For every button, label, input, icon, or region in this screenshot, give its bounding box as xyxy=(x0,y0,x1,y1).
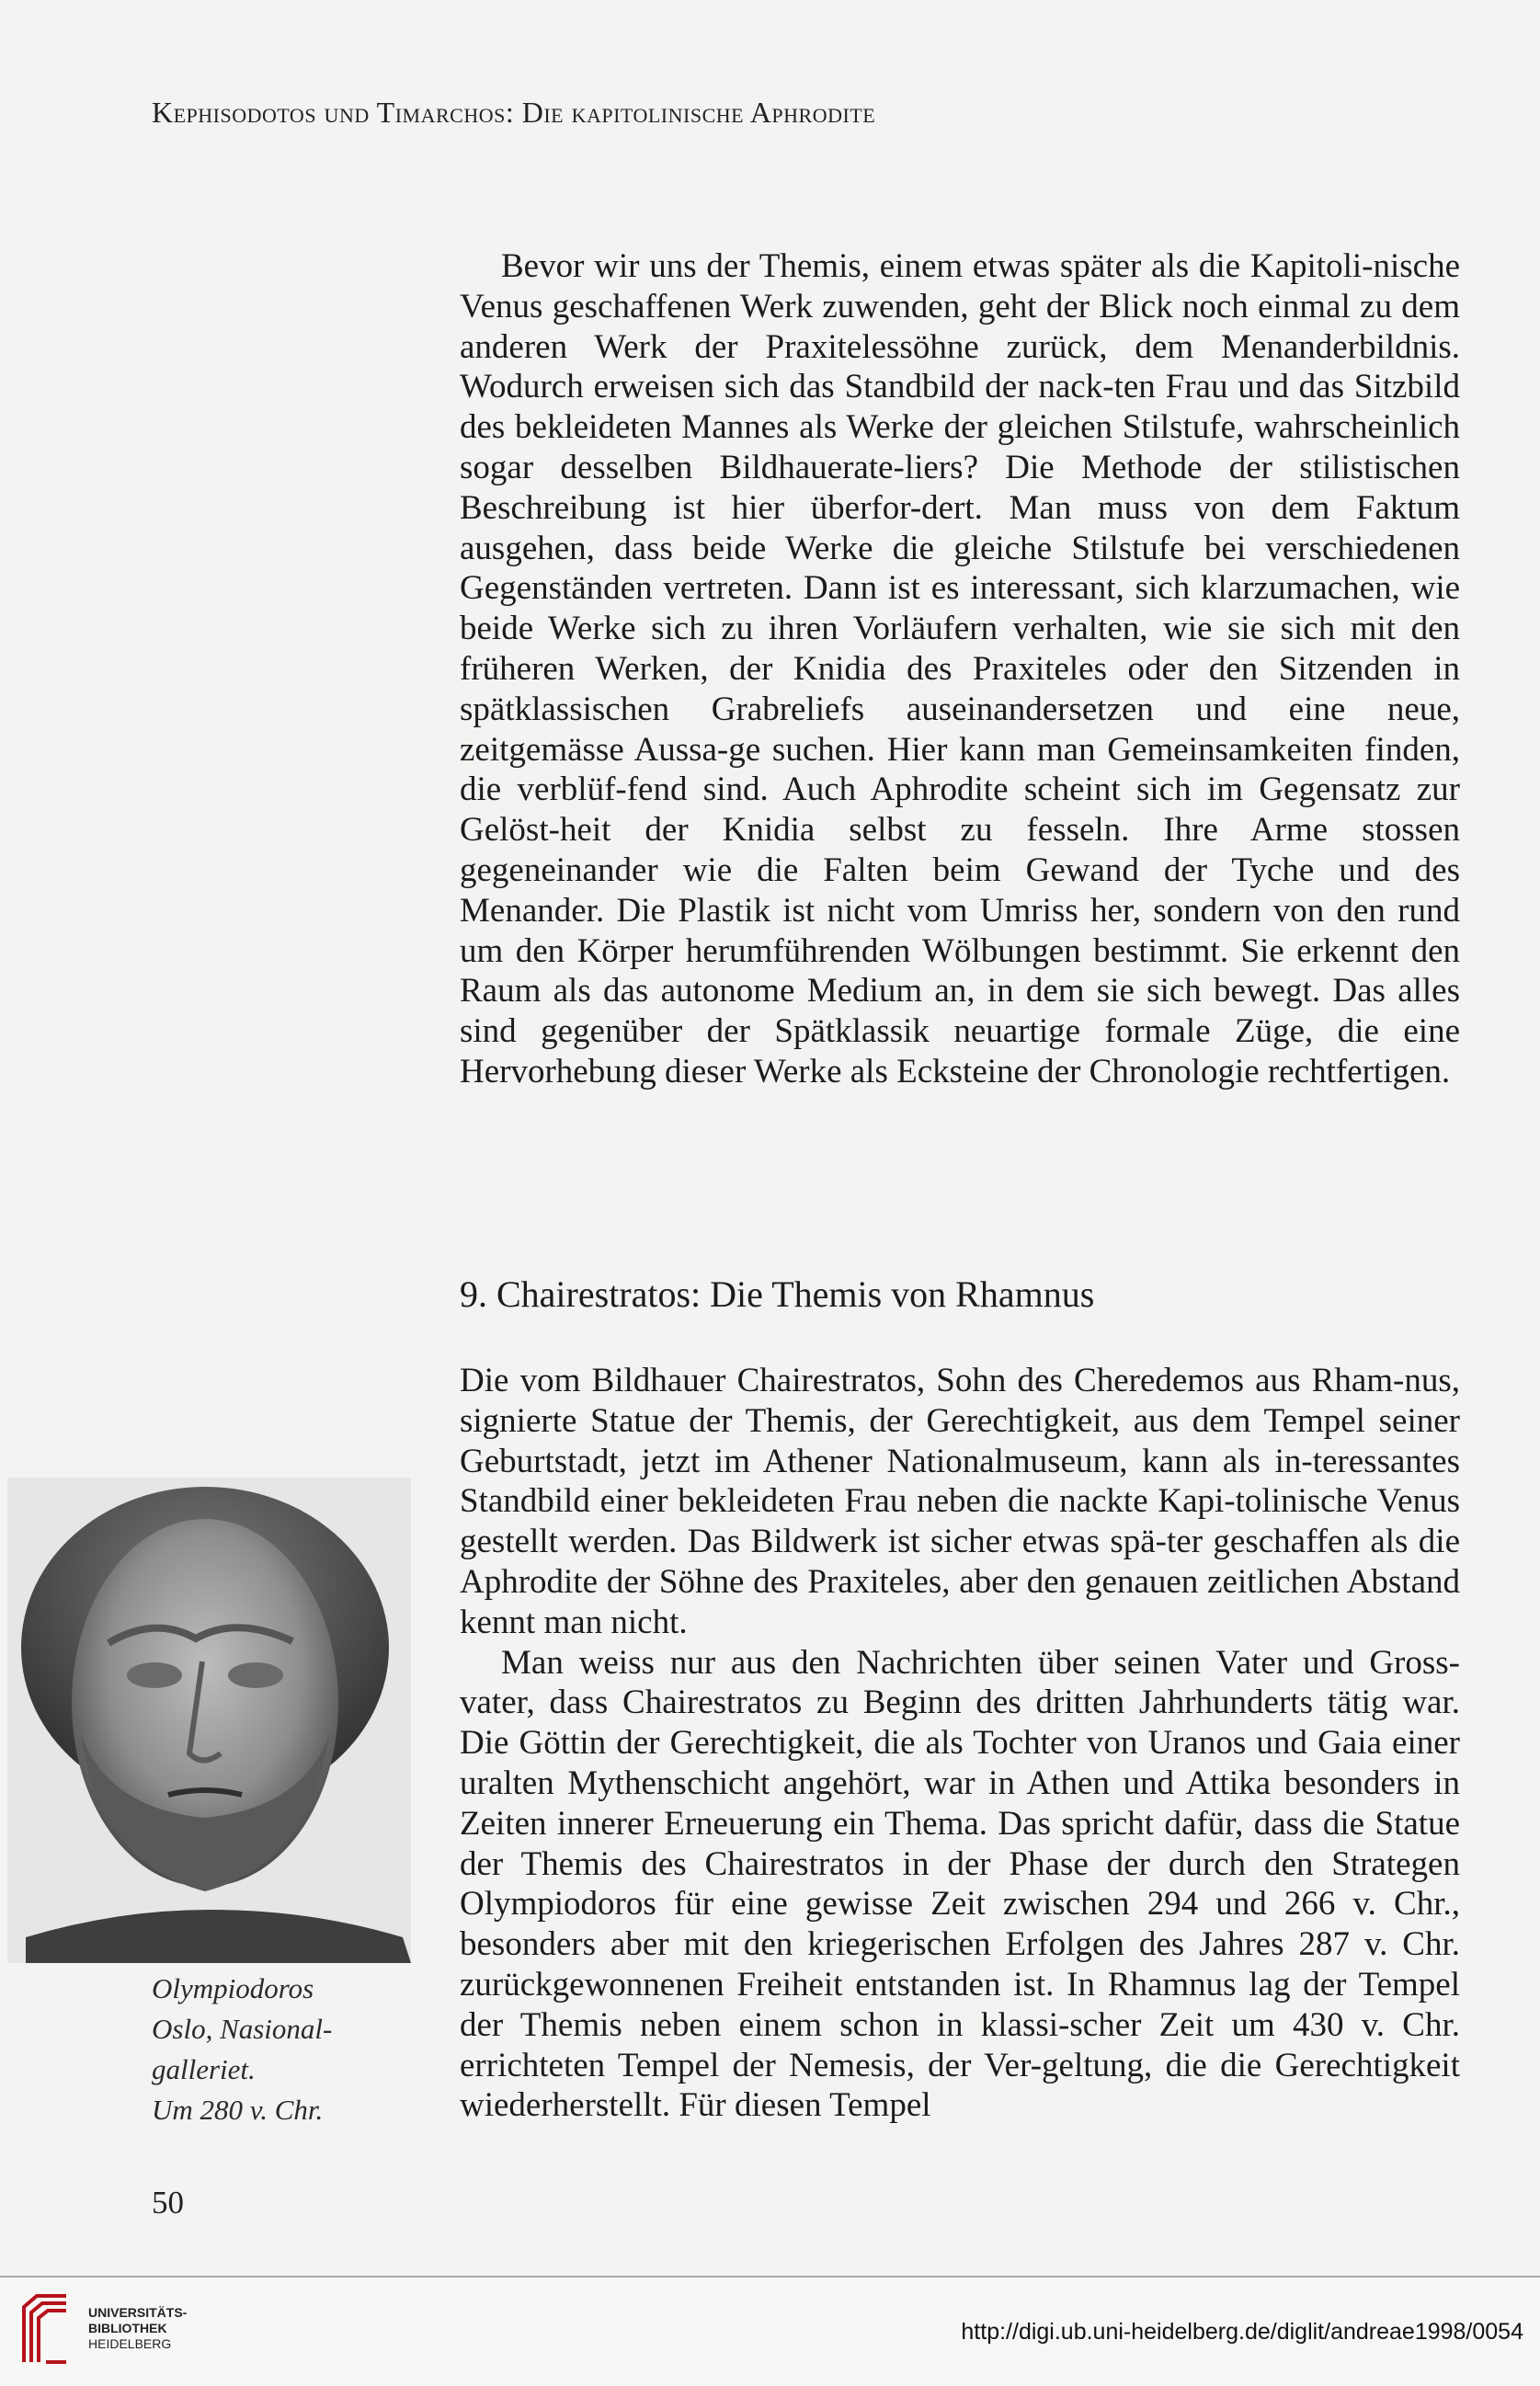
text-line: Bevor wir uns der Themis, einem etwas später als die Kapitoli- xyxy=(501,247,1374,285)
text-line: scher Zeit um 430 v. Chr. errichteten Tempel der Nemesis, der Ver- xyxy=(460,2005,1460,2084)
text-line: ten Frau und das Sitzbild des bekleideten Mannes als Werke der xyxy=(460,368,1460,447)
text-line: Raum als das autonome Medium an, in dem sie sich bewegt. Das xyxy=(460,972,1386,1010)
section-heading: 9. Chairestratos: Die Themis von Rhamnus xyxy=(460,1273,1095,1315)
text-line: Körper herumführenden Wölbungen bestimmt. Sie erkennt den xyxy=(576,931,1461,970)
text-line: Plastik ist nicht vom Umriss her, sondern von den rund um den xyxy=(460,891,1461,970)
paragraph xyxy=(460,1361,1460,1643)
text-line: war. Die Göttin der Gerechtigkeit, die als Tochter von Uranos und xyxy=(460,1684,1460,1763)
text-line: geltung, die die Gerechtigkeit wiederherstellt. Für diesen Tempel xyxy=(460,2046,1460,2125)
text-line: nische Venus geschaffenen Werk zuwenden, geht der Blick noch xyxy=(460,247,1460,325)
text-line: Gaia einer uralten Mythenschicht angehört, war in Athen und Attika xyxy=(460,1724,1460,1802)
text-line: Die vom Bildhauer Chairestratos, Sohn des Cheredemos aus Rham- xyxy=(460,1362,1405,1399)
text-line: dafür, dass die Statue der Themis des Chairestratos in der Phase der xyxy=(460,1804,1460,1883)
text-line: gleiche Stilstufe bei verschiedenen Gegenständen vertreten. Dann xyxy=(460,529,1460,608)
text-line: heit der Knidia selbst zu fesseln. Ihre Arme stossen gegeneinander xyxy=(460,811,1460,889)
text-line: gleichen Stilstufe, wahrscheinlich sogar desselben Bildhauerate- xyxy=(460,408,1461,486)
text-line: teressantes Standbild einer bekleideten Frau neben die nackte Kapi- xyxy=(460,1442,1460,1521)
body-text-section-2 xyxy=(460,1361,1460,2126)
text-line: Rhamnus lag der Tempel der Themis neben einem schon in klassi- xyxy=(460,1965,1461,2044)
text-line: dert. Man muss von dem Faktum ausgehen, dass beide Werke die xyxy=(460,488,1460,567)
text-line: durch den Strategen Olympiodoros für eine gewisse Zeit zwischen xyxy=(460,1844,1460,1924)
bust-illustration xyxy=(7,1478,411,1963)
text-line: einmal zu dem anderen Werk der Praxitelessöhne zurück, dem xyxy=(460,287,1460,366)
paragraph xyxy=(460,1643,1460,2127)
library-name-line: UNIVERSITÄTS- xyxy=(88,2305,188,2320)
caption-line: galleriet. xyxy=(152,2053,256,2085)
text-line: alles sind gegenüber der Spätklassik neuartige formale Züge, die xyxy=(460,972,1460,1051)
text-line: eine Hervorhebung dieser Werke als Ecksteine der Chronologie xyxy=(460,1012,1460,1090)
text-line: der Knidia des Praxiteles oder den Sitzenden in spätklassischen xyxy=(460,649,1461,728)
caption-line: Um 280 v. Chr. xyxy=(152,2094,324,2126)
text-line: nus, signierte Statue der Themis, der Gerechtigkeit, aus dem Tempel xyxy=(460,1362,1460,1440)
text-line: des Jahres 287 v. Chr. zurückgewonnenen Freiheit entstanden ist. In xyxy=(460,1925,1460,2004)
text-line: Man weiss nur aus den Nachrichten über seinen Vater und Gross- xyxy=(501,1643,1460,1682)
running-header: Kephisodotos und Timarchos: Die kapitolinische Aphrodite xyxy=(152,96,876,129)
text-line: ist es interessant, sich klarzumachen, wie beide Werke sich zu xyxy=(460,569,1461,648)
text-line: ihren Vorläufern verhalten, wie sie sich mit den früheren Werken, xyxy=(460,610,1461,688)
caption-line: Olympiodoros xyxy=(152,1972,314,2004)
text-line: ter geschaffen als die Aphrodite der Söhne des Praxiteles, aber den xyxy=(460,1523,1461,1601)
text-line: rechtfertigen. xyxy=(1267,1052,1451,1090)
body-text-section-1 xyxy=(460,246,1460,1092)
text-line: ge suchen. Hier kann man Gemeinsamkeiten finden, die verblüf- xyxy=(460,730,1460,809)
caption-line: Oslo, Nasional- xyxy=(152,2013,333,2045)
text-line: genauen zeitlichen Abstand kennt man nicht. xyxy=(460,1562,1460,1641)
library-logo-icon xyxy=(18,2289,74,2368)
text-line: besonders in Zeiten innerer Erneuerung ein Thema. Das spricht xyxy=(460,1764,1461,1843)
text-line: tolinische Venus gestellt werden. Das Bildwerk ist sicher etwas spä- xyxy=(460,1482,1460,1561)
library-name-line: BIBLIOTHEK xyxy=(88,2321,167,2335)
text-line: wie die Falten beim Gewand der Tyche und des Menander. Die xyxy=(460,851,1461,930)
page-number: 50 xyxy=(152,2185,184,2220)
paragraph xyxy=(460,246,1460,1092)
footer-bar xyxy=(0,2278,1540,2386)
library-name xyxy=(88,2305,187,2352)
text-line: Menanderbildnis. Wodurch erweisen sich das Standbild der nack- xyxy=(460,327,1460,406)
figure-caption xyxy=(152,1969,391,2130)
library-name-line: HEIDELBERG xyxy=(88,2336,172,2351)
source-url-link[interactable]: http://digi.ub.uni-heidelberg.de/diglit/andreae1998/0054 xyxy=(961,2319,1523,2345)
olympiodoros-portrait-image xyxy=(7,1478,411,1963)
text-line: seiner Geburtstadt, jetzt im Athener Nationalmuseum, kann als in- xyxy=(460,1401,1460,1480)
text-line: 294 und 266 v. Chr., besonders aber mit den kriegerischen Erfolgen xyxy=(460,1885,1460,1964)
text-line: fend sind. Auch Aphrodite scheint sich im Gegensatz zur Gelöst- xyxy=(460,771,1460,850)
text-line: Grabreliefs auseinandersetzen und eine neue, zeitgemässe Aussa- xyxy=(460,690,1461,769)
text-line: vater, dass Chairestratos zu Beginn des dritten Jahrhunderts tätig xyxy=(460,1684,1388,1722)
text-line: liers? Die Methode der stilistischen Beschreibung ist hier überfor- xyxy=(460,448,1460,527)
